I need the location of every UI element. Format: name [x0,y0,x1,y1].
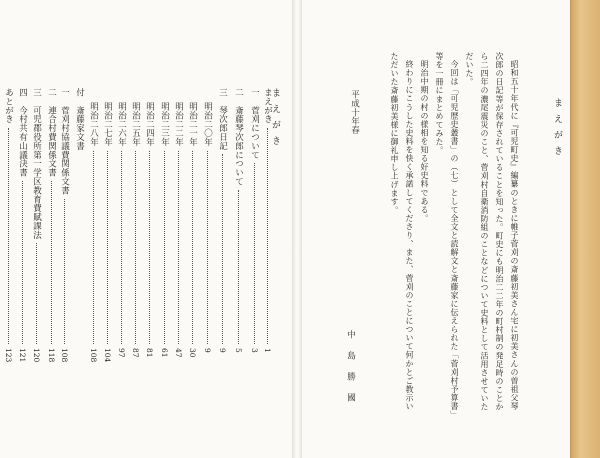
toc-page-number: 121 [18,348,27,363]
toc-page-number: 97 [117,348,126,358]
toc-entry: 明治二二年 [173,102,184,147]
toc-leader-dots [178,151,179,345]
toc-leader-dots [51,181,52,344]
preface-title: まえがき [552,98,562,162]
toc-entry: 明治二一年 [187,102,198,147]
toc-entry: 一 菅刈村協議費関係文書 [59,88,70,195]
preface-date: 平成十年春 [349,90,360,135]
toc-entry: 明治二四年 [144,102,155,147]
preface-paragraph-2: 今回は「可児歴史叢書」の（七）として全文と読解文と斎藤家に伝えられた「菅刈村予算書」等を一冊にまとめてみた。 [435,52,459,416]
preface-paragraph-4: 終わりにこうした史料を快く承諾してくださり、また、菅刈のことについて何かとご教示いただいた斎藤初美様に御礼申し上げます。 [390,52,414,411]
toc-page-number: 120 [32,348,41,363]
toc-page-number: 123 [4,348,13,363]
toc-entry: 明治二八年 [88,102,99,147]
toc-entry: 二 連合村費関係文書 [46,88,57,177]
toc-entry: 明治二三年 [159,102,170,147]
toc-page-number: 9 [218,348,227,353]
toc-entry: 二 斎藤琴次郎について [233,88,244,186]
book-cover-edge [570,0,600,458]
book-gutter [292,0,302,458]
toc-leader-dots [254,163,255,344]
preface-body [387,52,522,417]
toc-leader-dots [267,128,268,344]
toc-leader-dots [192,151,193,345]
toc-entry: 三 琴次郎日記 [217,88,228,151]
toc-page-number: 118 [47,348,56,363]
toc-leader-dots [64,199,65,344]
toc-leader-dots [164,151,165,345]
toc-leader-dots [222,154,223,344]
toc-page-number: 9 [203,348,212,353]
toc-entry: 明治二五年 [130,102,141,147]
toc-page-number: 5 [234,348,243,353]
preface-paragraph-1: 昭和五十年代に『可児町史』編纂のときに帷子菅刈の斎藤初美さん宅に初美さんの曽祖父琴次郎の日記等が保存されていることを知った。町史にも明治二二年の町村制の発足時のことから二四年の濃尾震災のこと、菅刈村自衛消防組のことなどについて史料として活用させていただいた。 [465,52,519,412]
toc-leader-dots [121,151,122,345]
toc-page [0,0,296,458]
toc-page-number: 3 [250,348,259,353]
toc-page-number: 30 [188,348,197,358]
toc-entry: 付 斎藤家文書 [74,88,85,151]
toc-page-number: 1 [263,348,272,353]
toc-entry: 明治二六年 [116,102,127,147]
toc-page-number: 104 [103,348,112,363]
toc-page-number: 108 [60,348,69,363]
preface-author: 中 島 勝 國 [345,330,356,404]
toc-page-number: 87 [131,348,140,358]
toc-entry: 三 可児郡役所第一学区教育費賦課法 [31,88,42,240]
toc-title: まえがき [270,88,280,152]
preface-paragraph-3: 明治中期の村の様相を知る好史料である。 [420,60,429,223]
toc-page-number: 81 [145,348,154,358]
toc-entry: あとがき [3,88,14,124]
toc-page-number: 47 [174,348,183,358]
toc-leader-dots [22,181,23,344]
toc-leader-dots [149,151,150,345]
toc-entry: 一 菅刈について [249,88,260,160]
toc-leader-dots [207,151,208,345]
toc-entry: 明治二七年 [102,102,113,147]
toc-leader-dots [107,151,108,345]
toc-leader-dots [93,151,94,345]
toc-leader-dots [36,243,37,344]
toc-page-number: 108 [89,348,98,363]
toc-leader-dots [238,190,239,344]
toc-entry: まえがき [262,88,273,124]
toc-entry: 明治二〇年 [202,102,213,147]
toc-entry: 四 今村共有山議決書 [17,88,28,177]
toc-leader-dots [135,151,136,345]
toc-leader-dots [8,128,9,344]
toc-page-number: 61 [160,348,169,358]
